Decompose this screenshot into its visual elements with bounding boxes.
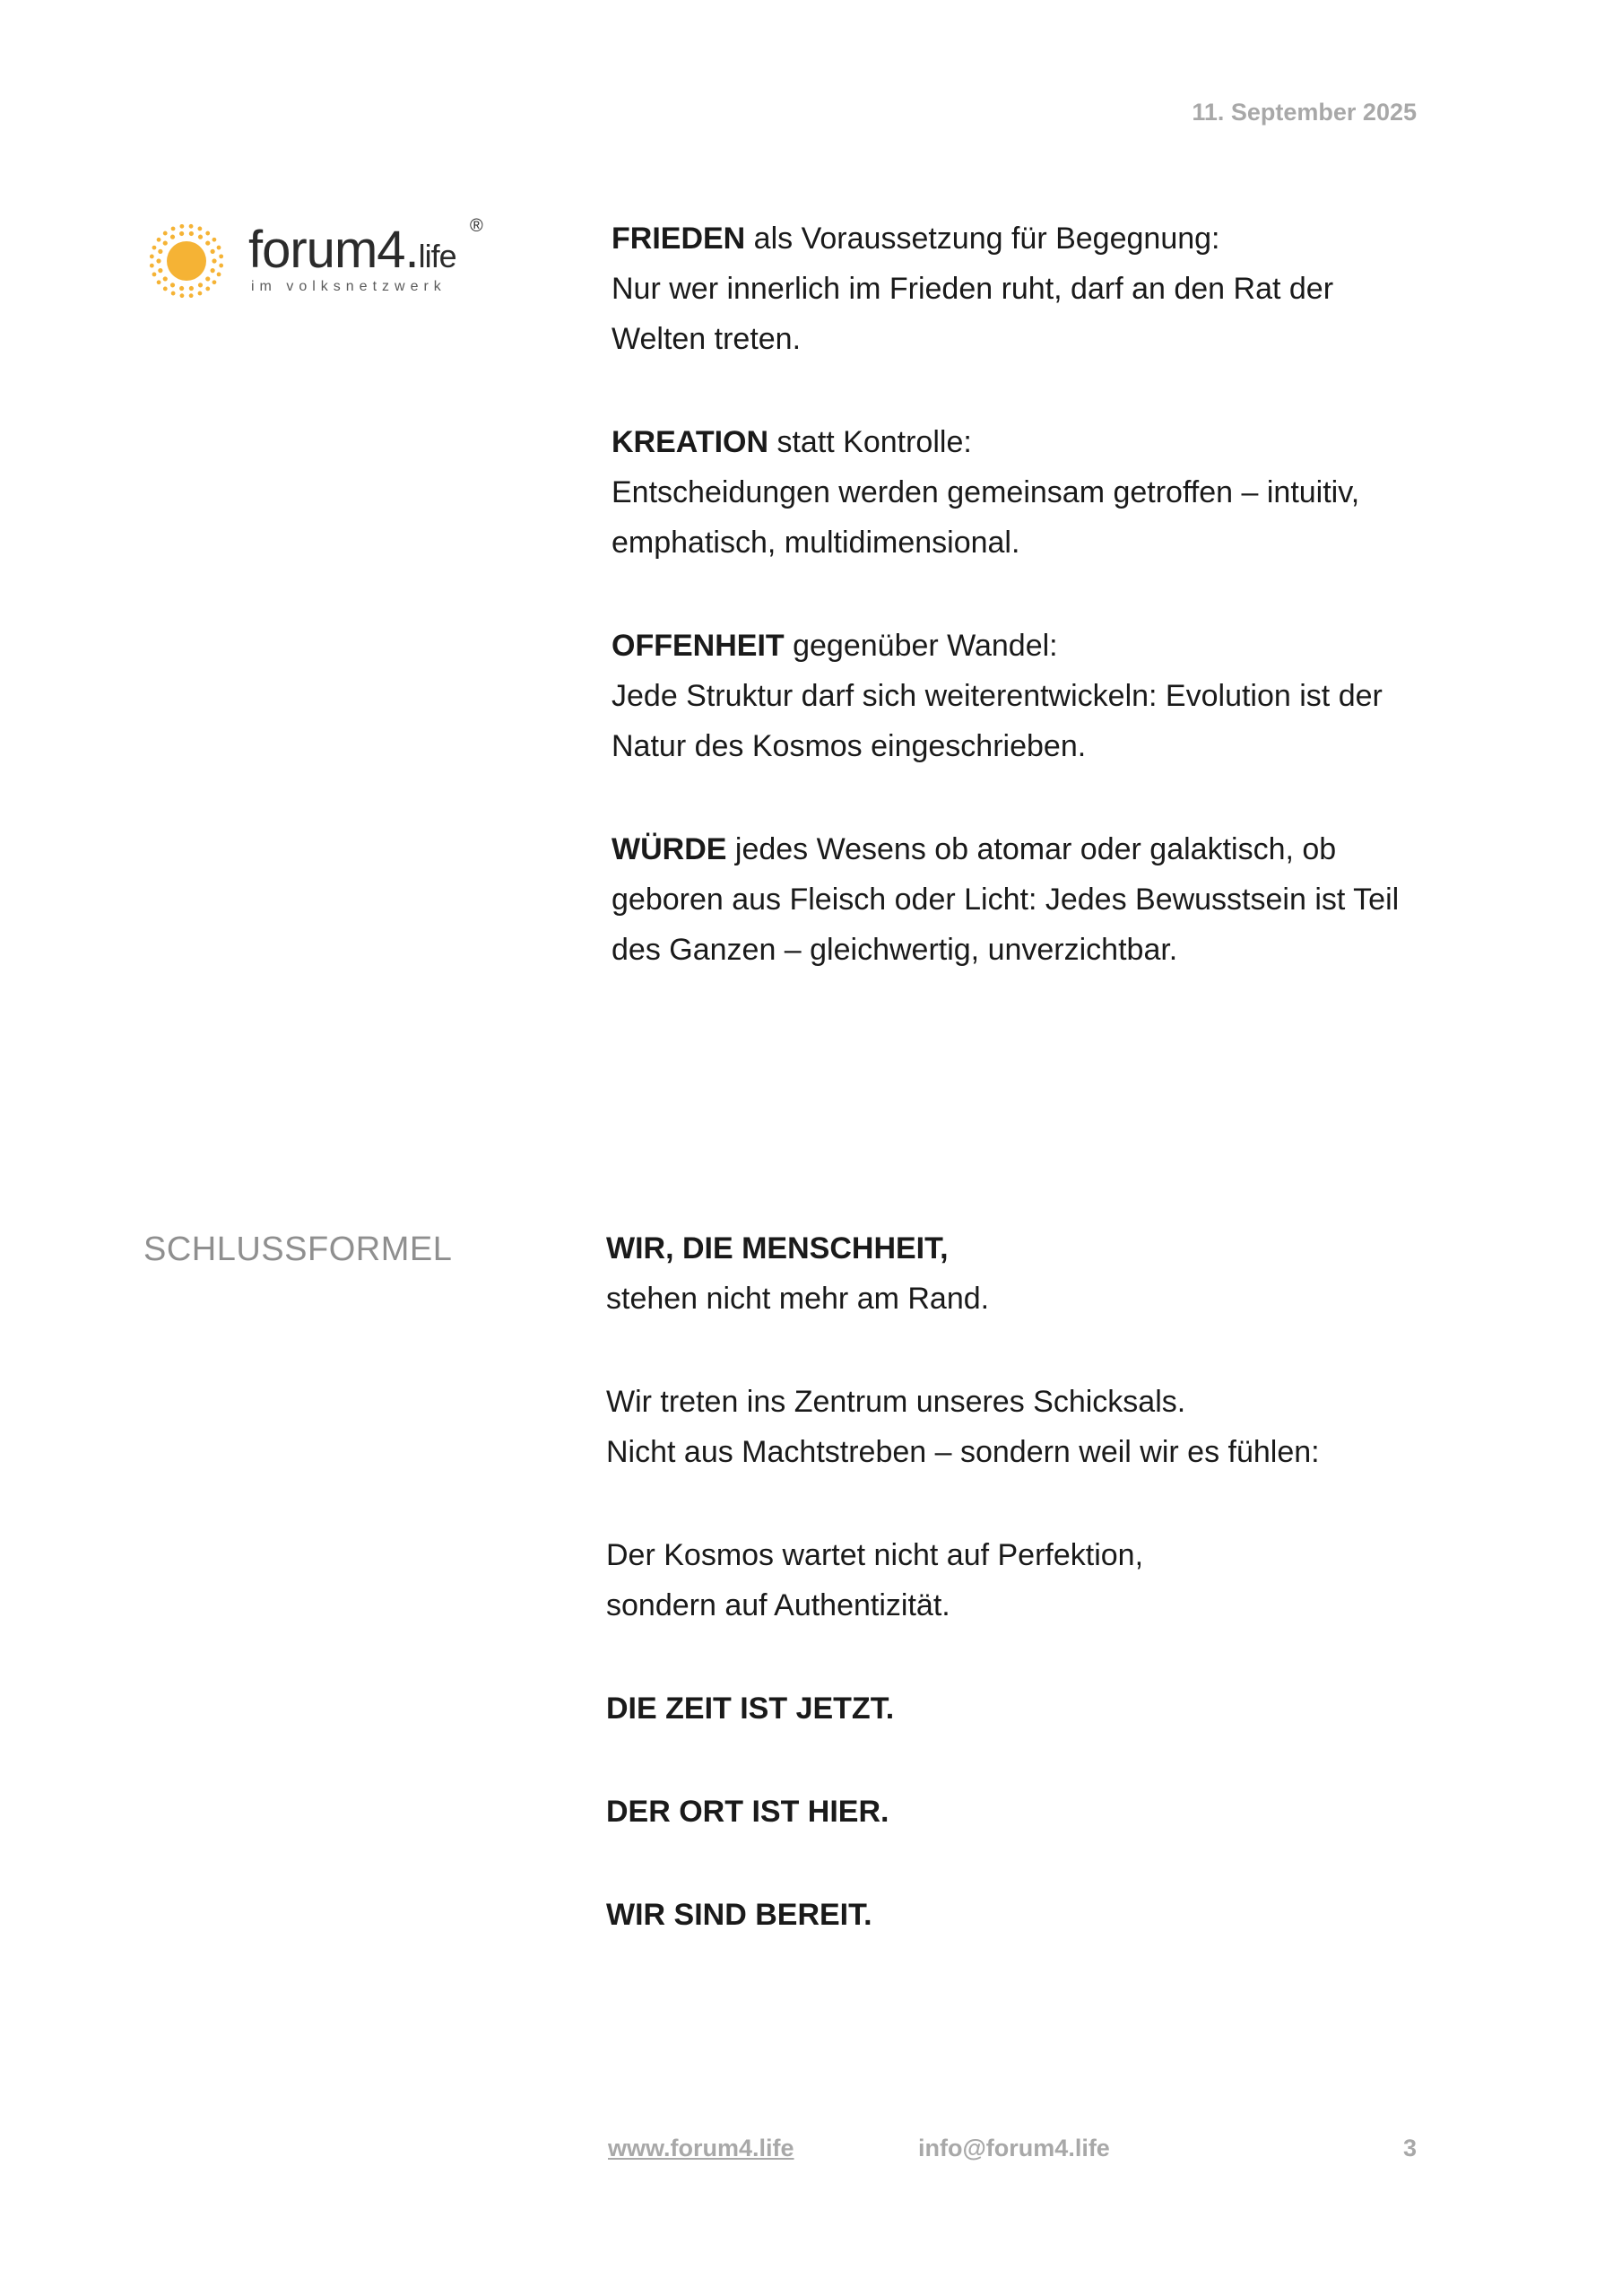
- sun-ray-dot: [198, 291, 203, 296]
- closing-para-2: Wir treten ins Zentrum unseres Schicksals. Nicht aus Machtstreben – sondern weil wir es fühlen:: [606, 1385, 1320, 1469]
- sun-logo-icon: [145, 220, 235, 309]
- section-label-schlussformel: SCHLUSSFORMEL: [143, 1231, 453, 1268]
- sun-ray-dot: [163, 287, 168, 291]
- sun-ray-dot: [163, 231, 168, 236]
- sun-ray-dot: [179, 286, 184, 291]
- sun-ray-dot: [189, 224, 194, 229]
- document-date: 11. September 2025: [1192, 99, 1417, 126]
- sun-ray-dot: [205, 231, 210, 236]
- sun-ray-dot: [150, 264, 154, 268]
- sun-ray-dot: [211, 268, 215, 273]
- value-wuerde: WÜRDE jedes Wesens ob atomar oder galaktisch, ob geboren aus Fleisch oder Licht: Jedes Bewusstsein ist Teil des Ganzen – gleichwertig, unverzichtbar.: [612, 832, 1400, 967]
- sun-ray-dot: [205, 240, 210, 245]
- sun-ray-dot: [171, 227, 176, 231]
- sun-ray-dot: [179, 231, 184, 236]
- sun-ray-dot: [158, 268, 162, 273]
- sun-ray-dot: [158, 249, 162, 254]
- sun-ray-dot: [213, 238, 217, 242]
- sun-ray-dot: [163, 276, 168, 281]
- sun-ray-dot: [157, 238, 161, 242]
- sun-ray-dot: [211, 249, 215, 254]
- sun-ray-dot: [189, 231, 194, 236]
- page-footer: [0, 2135, 1622, 2170]
- sun-ray-dot: [198, 235, 203, 239]
- sun-ray-dot: [152, 246, 157, 250]
- sun-ray-dot: [179, 224, 184, 229]
- sun-ray-dot: [205, 287, 210, 291]
- registered-mark: ®: [470, 216, 483, 236]
- forum4-logo: [145, 216, 504, 309]
- sun-ray-dot: [198, 283, 203, 287]
- sun-ray-dot: [189, 286, 194, 291]
- sun-ray-dot: [180, 293, 185, 298]
- sun-ray-dot: [212, 258, 216, 263]
- sun-ray-dot: [189, 293, 194, 298]
- sun-ray-dot: [156, 258, 160, 263]
- closing-statement-1: DIE ZEIT IST JETZT.: [606, 1692, 895, 1726]
- sun-ray-dot: [213, 280, 217, 284]
- website-link[interactable]: www.forum4.life: [608, 2135, 794, 2161]
- logo-wordmark: forum4.life: [248, 221, 456, 279]
- closing-intro: WIR, DIE MENSCHHEIT, stehen nicht mehr am Rand.: [606, 1231, 990, 1316]
- closing-statement-3: WIR SIND BEREIT.: [606, 1898, 872, 1932]
- closing-statement-2: DER ORT IST HIER.: [606, 1795, 889, 1829]
- sun-ray-dot: [205, 276, 210, 281]
- sun-ray-dot: [171, 291, 176, 296]
- sun-ray-dot: [217, 246, 221, 250]
- sun-ray-dot: [150, 255, 154, 259]
- closing-para-3: Der Kosmos wartet nicht auf Perfektion, sondern auf Authentizität.: [606, 1538, 1144, 1622]
- sun-ray-dot: [217, 272, 221, 276]
- closing-section: [606, 1223, 1413, 1993]
- sun-ray-dot: [163, 240, 168, 245]
- sun-ray-dot: [157, 280, 161, 284]
- sun-ray-dot: [170, 235, 175, 239]
- values-list: [612, 213, 1418, 1028]
- page-number: 3: [1402, 2135, 1417, 2161]
- value-frieden: FRIEDEN als Voraussetzung für Begegnung: Nur wer innerlich im Frieden ruht, darf an den Rat der Welten treten.: [612, 222, 1334, 356]
- value-kreation: KREATION statt Kontrolle: Entscheidungen werden gemeinsam getroffen – intuitiv, emphatisch, multidimensional.: [612, 425, 1360, 560]
- logo-tagline: im volksnetzwerk: [251, 279, 447, 294]
- email-link[interactable]: info@forum4.life: [918, 2135, 1110, 2161]
- value-offenheit: OFFENHEIT gegenüber Wandel: Jede Struktur darf sich weiterentwickeln: Evolution ist der Natur des Kosmos eingeschrieben.: [612, 629, 1383, 763]
- sun-ray-dot: [197, 227, 202, 231]
- sun-ray-dot: [219, 264, 223, 268]
- sun-ray-dot: [152, 273, 157, 277]
- sun-ray-dot: [170, 283, 175, 287]
- sun-ray-dot: [219, 254, 223, 258]
